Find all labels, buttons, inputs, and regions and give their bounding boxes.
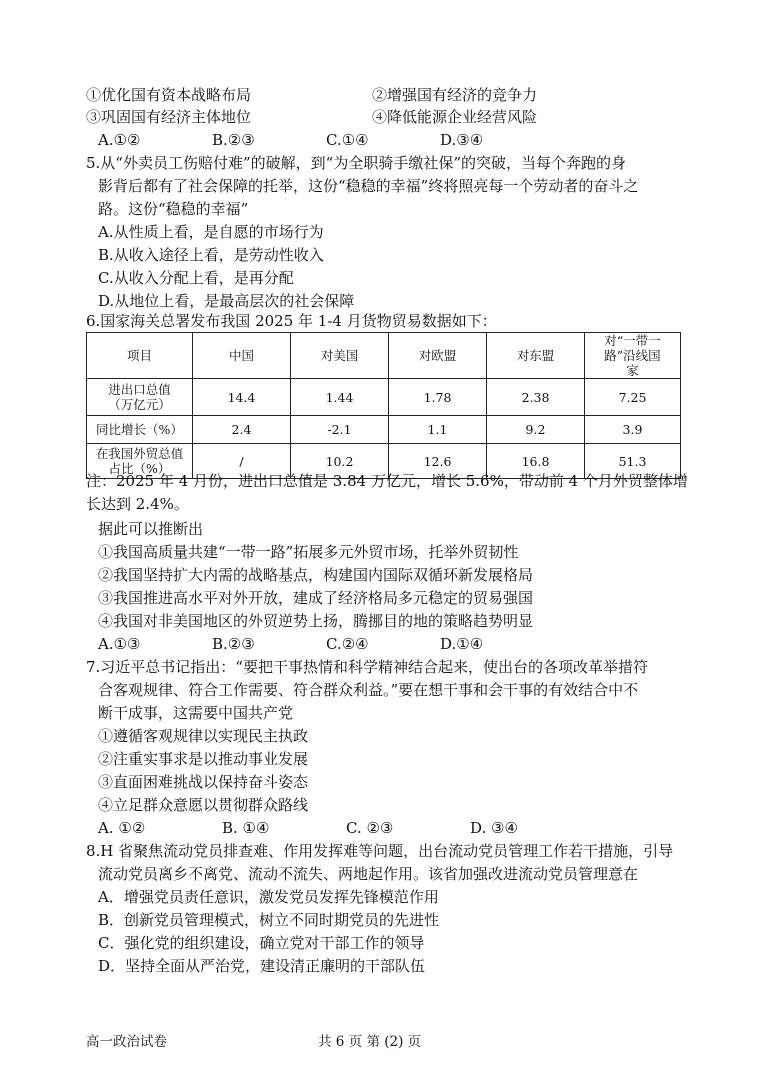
q7-stem-line-1: 7.习近平总书记指出：“要把干事热情和科学精神结合起来，使出台的各项改革举措符 [86,658,648,676]
table-cell: 14.4 [193,379,291,416]
q8-option-a: A．增强党员责任意识，激发党员发挥先锋模范作用 [98,888,439,906]
q8-stem-line-2: 流动党员离乡不离党、流动不流失、两地起作用。该省加强改进流动党员管理意在 [98,865,639,883]
table-cell: 9.2 [487,416,585,444]
q4-option-d: D.③④ [440,131,484,149]
q8-option-c: C．强化党的组织建设，确立党对干部工作的领导 [98,934,425,952]
footer-page-number: 共 6 页 第 (2) 页 [318,1034,422,1050]
q7-option-c: C. ②③ [346,819,394,837]
table-cell: 51.3 [585,444,681,479]
table-row [87,416,681,444]
table-cell: 3.9 [585,416,681,444]
q7-item-4: ④立足群众意愿以贯彻群众路线 [98,796,309,814]
q5-stem-line-2: 影背后都有了社会保障的托举，这份“稳稳的幸福”终将照亮每一个劳动者的奋斗之 [98,177,639,195]
row-label-cell: 在我国外贸总值占比（%） [87,444,193,479]
q5-stem-line-3: 路。这份“稳稳的幸福” [98,200,249,218]
q4-item-1: ①优化国有资本战略布局 [86,86,252,104]
trade-data-table [86,332,681,479]
header-cell: 对欧盟 [389,333,487,379]
table-cell: 16.8 [487,444,585,479]
table-cell: 7.25 [585,379,681,416]
q7-option-d: D. ③④ [470,819,518,837]
q6-item-1: ①我国高质量共建“一带一路”拓展多元外贸市场，托举外贸韧性 [98,543,519,561]
q4-item-3: ③巩固国有经济主体地位 [86,108,252,126]
q4-option-c: C.①④ [326,131,369,149]
q7-option-b: B. ①④ [222,819,270,837]
q6-stem: 6.国家海关总署发布我国 2025 年 1-4 月货物贸易数据如下： [86,312,497,330]
q4-option-a: A.①② [98,131,141,149]
q6-option-c: C.②④ [326,635,369,653]
table-header-row [87,333,681,379]
table-cell: 2.38 [487,379,585,416]
table-cell: 1.78 [389,379,487,416]
q6-item-2: ②我国坚持扩大内需的战略基点，构建国内国际双循环新发展格局 [98,566,534,584]
q8-option-b: B．创新党员管理模式，树立不同时期党员的先进性 [98,911,440,929]
table-cell: 1.44 [291,379,389,416]
q4-item-2: ②增强国有经济的竞争力 [372,86,538,104]
q7-item-2: ②注重实事求是以推动事业发展 [98,750,309,768]
q5-option-a: A.从性质上看，是自愿的市场行为 [98,223,324,241]
q7-item-1: ①遵循客观规律以实现民主执政 [98,727,309,745]
q6-item-3: ③我国推进高水平对外开放，建成了经济格局多元稳定的贸易强国 [98,589,534,607]
header-cell: 对东盟 [487,333,585,379]
q7-item-3: ③直面困难挑战以保持奋斗姿态 [98,773,309,791]
q6-item-4: ④我国对非美国地区的外贸逆势上扬，腾挪目的地的策略趋势明显 [98,612,534,630]
q5-option-c: C.从收入分配上看，是再分配 [98,269,294,287]
q6-option-d: D.①④ [440,635,484,653]
table-cell: -2.1 [291,416,389,444]
q6-option-b: B.②③ [212,635,255,653]
table-cell: 1.1 [389,416,487,444]
q7-option-a: A. ①② [98,819,146,837]
q5-option-d: D.从地位上看，是最高层次的社会保障 [98,292,355,310]
header-cell: 对“一带一路”沿线国家 [585,333,681,379]
q8-option-d: D．坚持全面从严治党，建设清正廉明的干部队伍 [98,957,426,975]
q6-option-a: A.①③ [98,635,141,653]
row-label-cell: 进出口总值（万亿元） [87,379,193,416]
table-row [87,379,681,416]
q8-stem-line-1: 8.H 省聚焦流动党员排查难、作用发挥难等问题，出台流动党员管理工作若干措施，引导 [86,842,674,860]
q5-stem-line-1: 5.从“外卖员工伤赔付难”的破解，到“为全职骑手缴社保”的突破，当每个奔跑的身 [86,154,626,172]
table-cell: 10.2 [291,444,389,479]
table-cell: / [193,444,291,479]
q6-note-line-2: 长达到 2.4%。 [86,495,189,513]
table-cell: 12.6 [389,444,487,479]
table-cell: 2.4 [193,416,291,444]
row-label-cell: 同比增长（%） [87,416,193,444]
q5-option-b: B.从收入途径上看，是劳动性收入 [98,246,324,264]
header-cell: 对美国 [291,333,389,379]
q7-stem-line-3: 断干成事，这需要中国共产党 [98,704,294,722]
q6-lead: 据此可以推断出 [98,520,204,538]
q4-item-4: ④降低能源企业经营风险 [372,108,538,126]
header-cell: 中国 [193,333,291,379]
q7-stem-line-2: 合客观规律、符合工作需要、符合群众利益。”要在想干事和会干事的有效结合中不 [98,681,639,699]
footer-exam-title: 高一政治试卷 [86,1034,167,1050]
q4-option-b: B.②③ [212,131,255,149]
q6-note-line-1: 注：2025 年 4 月份，进出口总值是 3.84 万亿元，增长 5.6%，带动前 4 个月外贸整体增 [86,472,688,490]
header-cell: 项目 [87,333,193,379]
